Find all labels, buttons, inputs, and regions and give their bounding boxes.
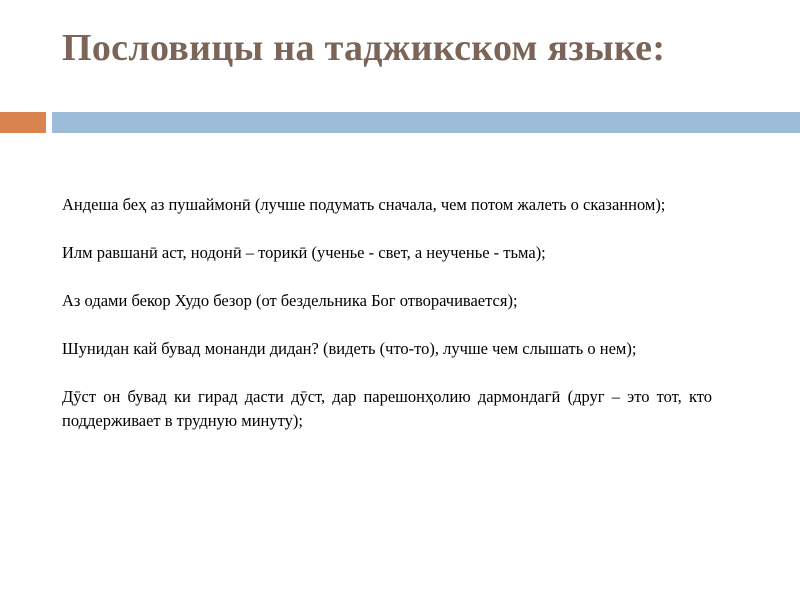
proverb-item-2: Илм равшанӣ аст, нодонӣ – торикӣ (ученье - свет, а неученье - тьма); — [62, 243, 546, 262]
proverb-item-4: Шунидан кай бувад монанди дидан? (видеть (что-то), лучше чем слышать о нем); — [62, 339, 637, 358]
proverb-item-1: Андеша беҳ аз пушаймонӣ (лучше подумать сначала, чем потом жалеть о сказанном); — [62, 195, 666, 214]
slide-title: Пословицы на таджикском языке: — [62, 27, 666, 69]
proverb-list — [62, 193, 712, 457]
proverb-item-5: Дӯст он бувад ки гирад дасти дӯст, дар парешонҳолию дармондагӣ (друг – это тот, кто поддерживает в трудную минуту); — [62, 387, 712, 430]
accent-bar-blue — [52, 112, 800, 133]
proverb-item-3: Аз одами бекор Худо безор (от бездельника Бог отворачивается); — [62, 291, 518, 310]
accent-bar-orange — [0, 112, 46, 133]
